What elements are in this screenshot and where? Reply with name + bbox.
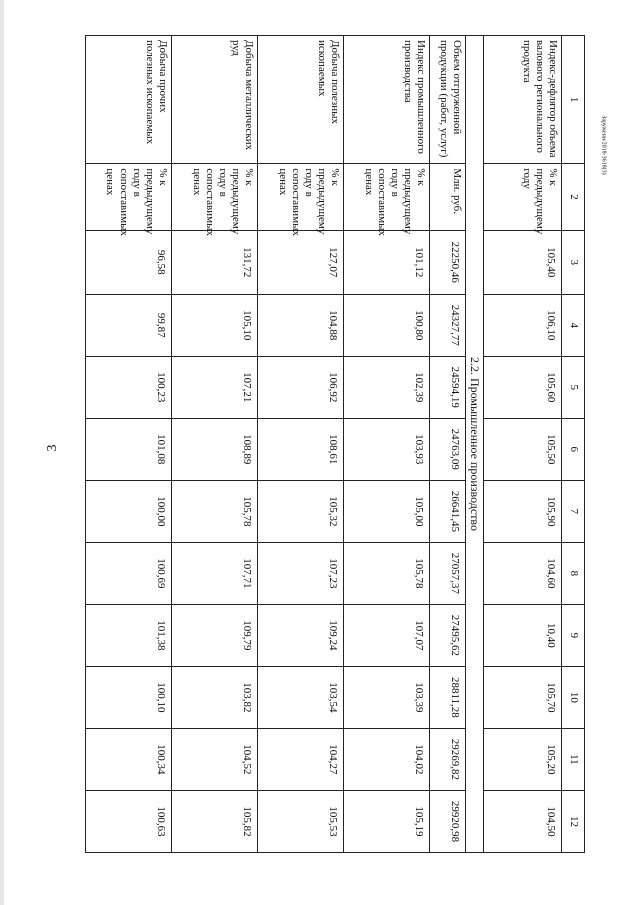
header-cell: 5 [561,356,584,418]
indicator-name: Добыча прочих полезных ископаемых [86,36,172,164]
value-cell: 105,60 [483,356,561,418]
value-cell: 105,10 [172,294,258,356]
value-cell: 105,82 [172,790,258,852]
value-cell: 105,19 [344,790,430,852]
table-container [85,35,585,853]
table-header-row [561,36,584,853]
value-cell: 26641,45 [430,480,466,542]
value-cell: 106,92 [258,356,344,418]
value-cell: 106,10 [483,294,561,356]
value-cell: 96,58 [86,230,172,294]
unit: % к предыдущему году [483,164,561,230]
value-cell: 105,50 [483,418,561,480]
page-number: 3 [45,444,60,452]
table-row [430,36,466,853]
unit: Млн. руб. [430,164,466,230]
indicator-name: Индекс промышленного производства [344,36,430,164]
value-cell: 27057,37 [430,542,466,604]
header-cell: 12 [561,790,584,852]
value-cell: 103,82 [172,666,258,728]
value-cell: 104,88 [258,294,344,356]
header-cell: 2 [561,164,584,230]
value-cell: 24763,09 [430,418,466,480]
section-title: 2.2. Промышленное производство [466,36,483,853]
indicator-name: Индекс-дефлятор объема валового регионального продукта [483,36,561,164]
table-row [86,36,172,853]
table-row [258,36,344,853]
value-cell: 99,87 [86,294,172,356]
document-code [598,100,610,190]
value-cell: 100,23 [86,356,172,418]
header-cell: 1 [561,36,584,164]
value-cell: 100,10 [86,666,172,728]
value-cell: 105,78 [172,480,258,542]
value-cell: 101,38 [86,604,172,666]
indicator-table [85,35,585,853]
value-cell: 105,90 [483,480,561,542]
value-cell: 105,53 [258,790,344,852]
value-cell: 29269,82 [430,728,466,790]
value-cell: 100,80 [344,294,430,356]
value-cell: 105,32 [258,480,344,542]
value-cell: 127,07 [258,230,344,294]
value-cell: 24594,19 [430,356,466,418]
value-cell: 105,40 [483,230,561,294]
unit: % к предыдущему году в сопоставимых ценах [86,164,172,230]
value-cell: 101,08 [86,418,172,480]
scan-edge [0,0,4,905]
value-cell: 108,89 [172,418,258,480]
table-row [483,36,561,853]
indicator-name: Добыча полезных ископаемых [258,36,344,164]
value-cell: 103,54 [258,666,344,728]
value-cell: 100,69 [86,542,172,604]
indicator-name: Добыча металлических руд [172,36,258,164]
value-cell: 104,02 [344,728,430,790]
value-cell: 100,34 [86,728,172,790]
value-cell: 24327,77 [430,294,466,356]
value-cell: 10,40 [483,604,561,666]
value-cell: 101,12 [344,230,430,294]
document-code-text: Заружени/2018-3618(3) [601,115,608,175]
unit: % к предыдущему году в сопоставимых ценах [258,164,344,230]
table-row [172,36,258,853]
value-cell: 109,79 [172,604,258,666]
unit: % к предыдущему году в сопоставимых ценах [172,164,258,230]
value-cell: 105,00 [344,480,430,542]
value-cell: 27495,62 [430,604,466,666]
header-cell: 7 [561,480,584,542]
value-cell: 131,72 [172,230,258,294]
value-cell: 104,50 [483,790,561,852]
value-cell: 29920,98 [430,790,466,852]
header-cell: 6 [561,418,584,480]
header-cell: 10 [561,666,584,728]
value-cell: 100,63 [86,790,172,852]
value-cell: 108,61 [258,418,344,480]
value-cell: 103,39 [344,666,430,728]
header-cell: 11 [561,728,584,790]
value-cell: 28811,28 [430,666,466,728]
value-cell: 105,78 [344,542,430,604]
value-cell: 104,52 [172,728,258,790]
value-cell: 105,70 [483,666,561,728]
value-cell: 107,71 [172,542,258,604]
value-cell: 107,07 [344,604,430,666]
header-cell: 3 [561,230,584,294]
unit: % к предыдущему году в сопоставимых ценах [344,164,430,230]
table-row [344,36,430,853]
value-cell: 109,24 [258,604,344,666]
header-cell: 8 [561,542,584,604]
header-cell: 4 [561,294,584,356]
indicator-name: Объем отгруженной продукции (работ, услуг) [430,36,466,164]
value-cell: 107,23 [258,542,344,604]
value-cell: 107,21 [172,356,258,418]
value-cell: 102,39 [344,356,430,418]
value-cell: 100,00 [86,480,172,542]
section-row [466,36,483,853]
value-cell: 105,20 [483,728,561,790]
value-cell: 22250,46 [430,230,466,294]
value-cell: 104,27 [258,728,344,790]
value-cell: 104,60 [483,542,561,604]
value-cell: 103,93 [344,418,430,480]
header-cell: 9 [561,604,584,666]
